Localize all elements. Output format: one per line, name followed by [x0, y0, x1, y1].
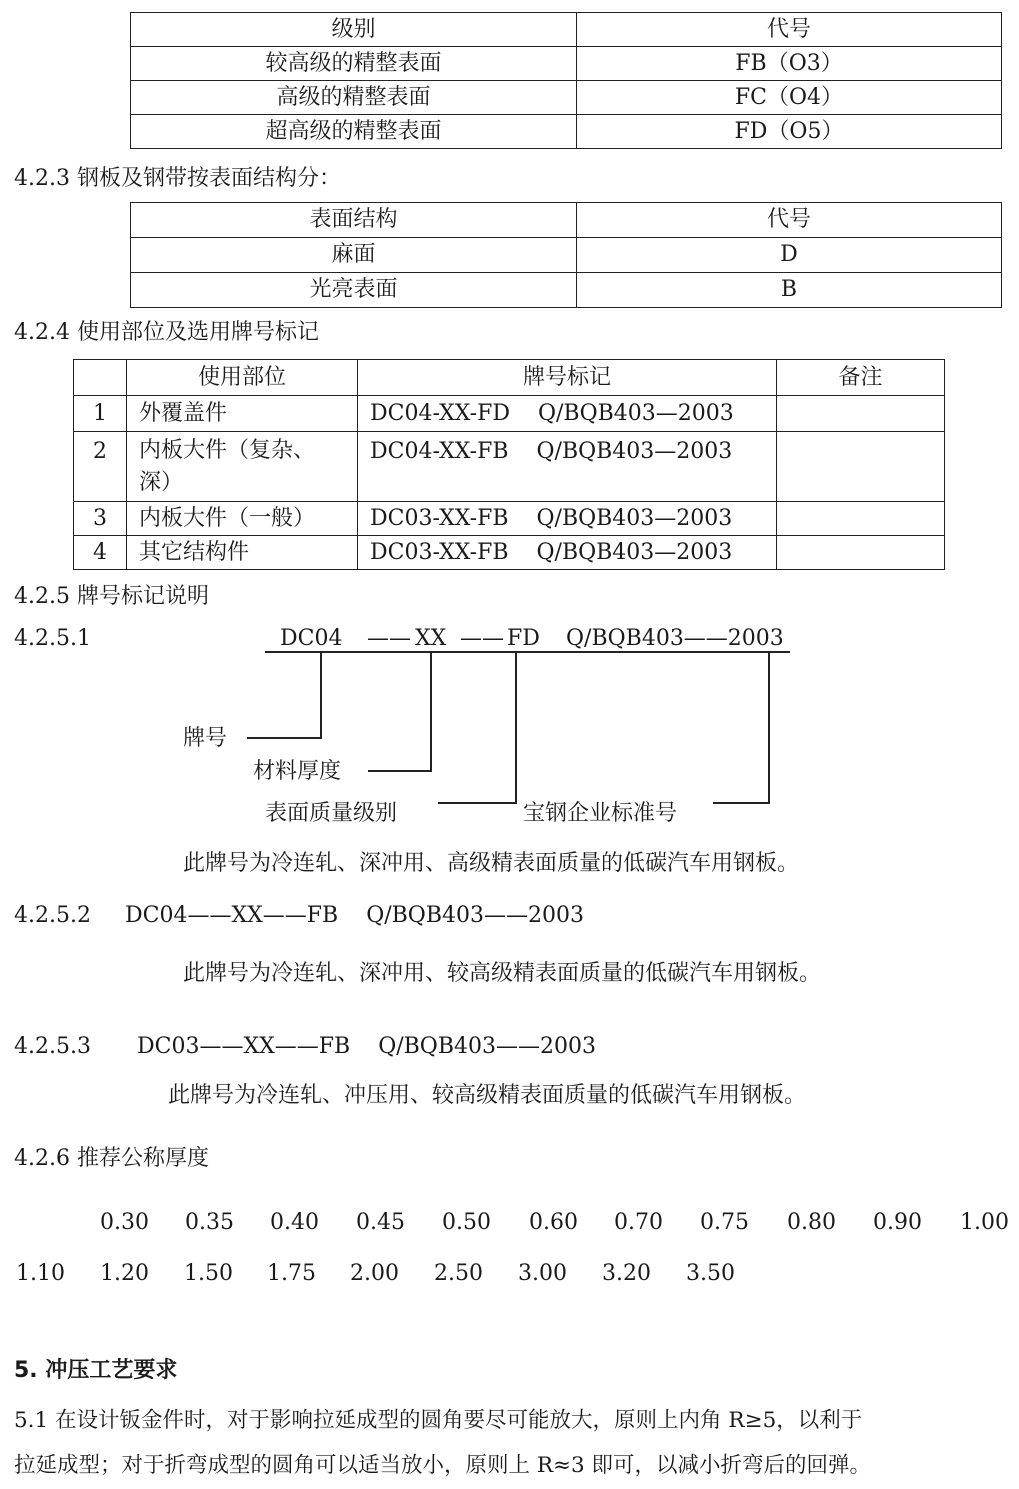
table-cell: 3	[74, 502, 127, 536]
thickness-value: 3.50	[686, 1261, 735, 1286]
table-cell	[127, 432, 358, 502]
mark-standard: Q/BQB403——2003	[566, 626, 784, 651]
table-cell: FC（O4）	[577, 81, 1002, 115]
connector-line	[320, 652, 322, 739]
table-header: 牌号标记	[358, 360, 777, 396]
thickness-value: 0.45	[356, 1210, 405, 1235]
thickness-value: 1.75	[267, 1261, 316, 1286]
thickness-value: 0.80	[787, 1210, 836, 1235]
mark-surface: FD	[507, 626, 540, 651]
connector-line	[247, 737, 322, 739]
paragraph-line: 拉延成型；对于折弯成型的圆角可以适当放小，原则上 R≈3 即可，以减小折弯后的回弹。	[14, 1453, 872, 1478]
table-header: 代号	[577, 203, 1002, 238]
label-thickness: 材料厚度	[253, 759, 342, 784]
table-cell: 外覆盖件	[127, 396, 358, 432]
table-cell: FD（O5）	[577, 115, 1002, 149]
section-heading: 4.2.3 钢板及钢带按表面结构分：	[14, 166, 341, 191]
thickness-value: 0.35	[185, 1210, 234, 1235]
connector-line	[368, 770, 432, 772]
label-standard: 宝钢企业标准号	[523, 801, 678, 826]
thickness-value: 2.50	[434, 1261, 483, 1286]
table-row	[74, 396, 945, 432]
thickness-value: 0.90	[873, 1210, 922, 1235]
thickness-value: 0.40	[270, 1210, 319, 1235]
table-header: 表面结构	[131, 203, 577, 238]
table-cell: DC03-XX-FB Q/BQB403—2003	[358, 502, 777, 536]
mark-thickness: XX	[415, 626, 447, 651]
connector-line	[713, 802, 770, 804]
table-row	[74, 502, 945, 536]
grade-mark: DC03——XX——FB Q/BQB403——2003	[137, 1034, 596, 1059]
table-cell-line: 深）	[139, 470, 184, 495]
thickness-value: 3.00	[518, 1261, 567, 1286]
surface-structure-table	[130, 202, 1002, 308]
thickness-value: 0.60	[529, 1210, 578, 1235]
table-cell	[777, 502, 945, 536]
table-cell: B	[577, 273, 1002, 308]
table-cell: DC04-XX-FB Q/BQB403—2003	[358, 432, 777, 502]
table-cell: DC03-XX-FB Q/BQB403—2003	[358, 536, 777, 570]
table-cell: 1	[74, 396, 127, 432]
table-cell: DC04-XX-FD Q/BQB403—2003	[358, 396, 777, 432]
thickness-value: 3.20	[602, 1261, 651, 1286]
table-cell-line: 内板大件（复杂、	[139, 438, 316, 463]
thickness-value: 1.50	[184, 1261, 233, 1286]
subsection-number: 4.2.5.3	[14, 1034, 91, 1059]
thickness-value: 1.00	[960, 1210, 1009, 1235]
grade-description: 此牌号为冷连轧、深冲用、高级精表面质量的低碳汽车用钢板。	[183, 851, 800, 876]
table-row	[74, 536, 945, 570]
table-cell: 较高级的精整表面	[131, 47, 577, 81]
thickness-value: 0.75	[700, 1210, 749, 1235]
grade-description: 此牌号为冷连轧、冲压用、较高级精表面质量的低碳汽车用钢板。	[168, 1083, 807, 1108]
connector-line	[515, 652, 517, 804]
table-cell: 4	[74, 536, 127, 570]
mark-grade: DC04	[280, 626, 343, 651]
table-cell: 高级的精整表面	[131, 81, 577, 115]
table-cell	[777, 536, 945, 570]
thickness-value: 0.50	[442, 1210, 491, 1235]
section-heading: 4.2.4 使用部位及选用牌号标记	[14, 320, 319, 345]
grade-description: 此牌号为冷连轧、深冲用、较高级精表面质量的低碳汽车用钢板。	[183, 961, 822, 986]
usage-table	[73, 359, 945, 570]
table-header: 级别	[131, 13, 577, 47]
connector-line	[430, 652, 432, 772]
table-cell: FB（O3）	[577, 47, 1002, 81]
mark-dash: ——	[367, 626, 411, 651]
section-heading: 4.2.5 牌号标记说明	[14, 584, 209, 609]
mark-dash: ——	[460, 626, 504, 651]
table-cell: 麻面	[131, 238, 577, 273]
grade-table	[130, 12, 1002, 149]
table-header: 使用部位	[127, 360, 358, 396]
table-cell: 其它结构件	[127, 536, 358, 570]
table-header	[74, 360, 127, 396]
table-cell: 光亮表面	[131, 273, 577, 308]
connector-line	[438, 802, 517, 804]
connector-line	[768, 652, 770, 804]
label-grade: 牌号	[183, 726, 228, 751]
subsection-number: 4.2.5.1	[14, 626, 91, 651]
table-cell: 2	[74, 432, 127, 502]
table-cell: 超高级的精整表面	[131, 115, 577, 149]
mark-underline	[265, 651, 790, 653]
thickness-value: 0.70	[614, 1210, 663, 1235]
grade-mark: DC04——XX——FB Q/BQB403——2003	[125, 903, 584, 928]
thickness-value: 1.10	[16, 1261, 65, 1286]
thickness-value: 0.30	[100, 1210, 149, 1235]
table-header: 备注	[777, 360, 945, 396]
subsection-number: 4.2.5.2	[14, 903, 91, 928]
section-heading: 4.2.6 推荐公称厚度	[14, 1146, 209, 1171]
table-row	[74, 432, 945, 502]
table-cell: D	[577, 238, 1002, 273]
label-surface-quality: 表面质量级别	[265, 801, 398, 826]
thickness-value: 1.20	[100, 1261, 149, 1286]
section-heading: 5. 冲压工艺要求	[14, 1358, 178, 1383]
table-cell: 内板大件（一般）	[127, 502, 358, 536]
paragraph-line: 5.1 在设计钣金件时，对于影响拉延成型的圆角要尽可能放大，原则上内角 R≥5，以利于	[14, 1408, 863, 1433]
thickness-value: 2.00	[350, 1261, 399, 1286]
table-cell	[777, 432, 945, 502]
table-cell	[777, 396, 945, 432]
table-header: 代号	[577, 13, 1002, 47]
